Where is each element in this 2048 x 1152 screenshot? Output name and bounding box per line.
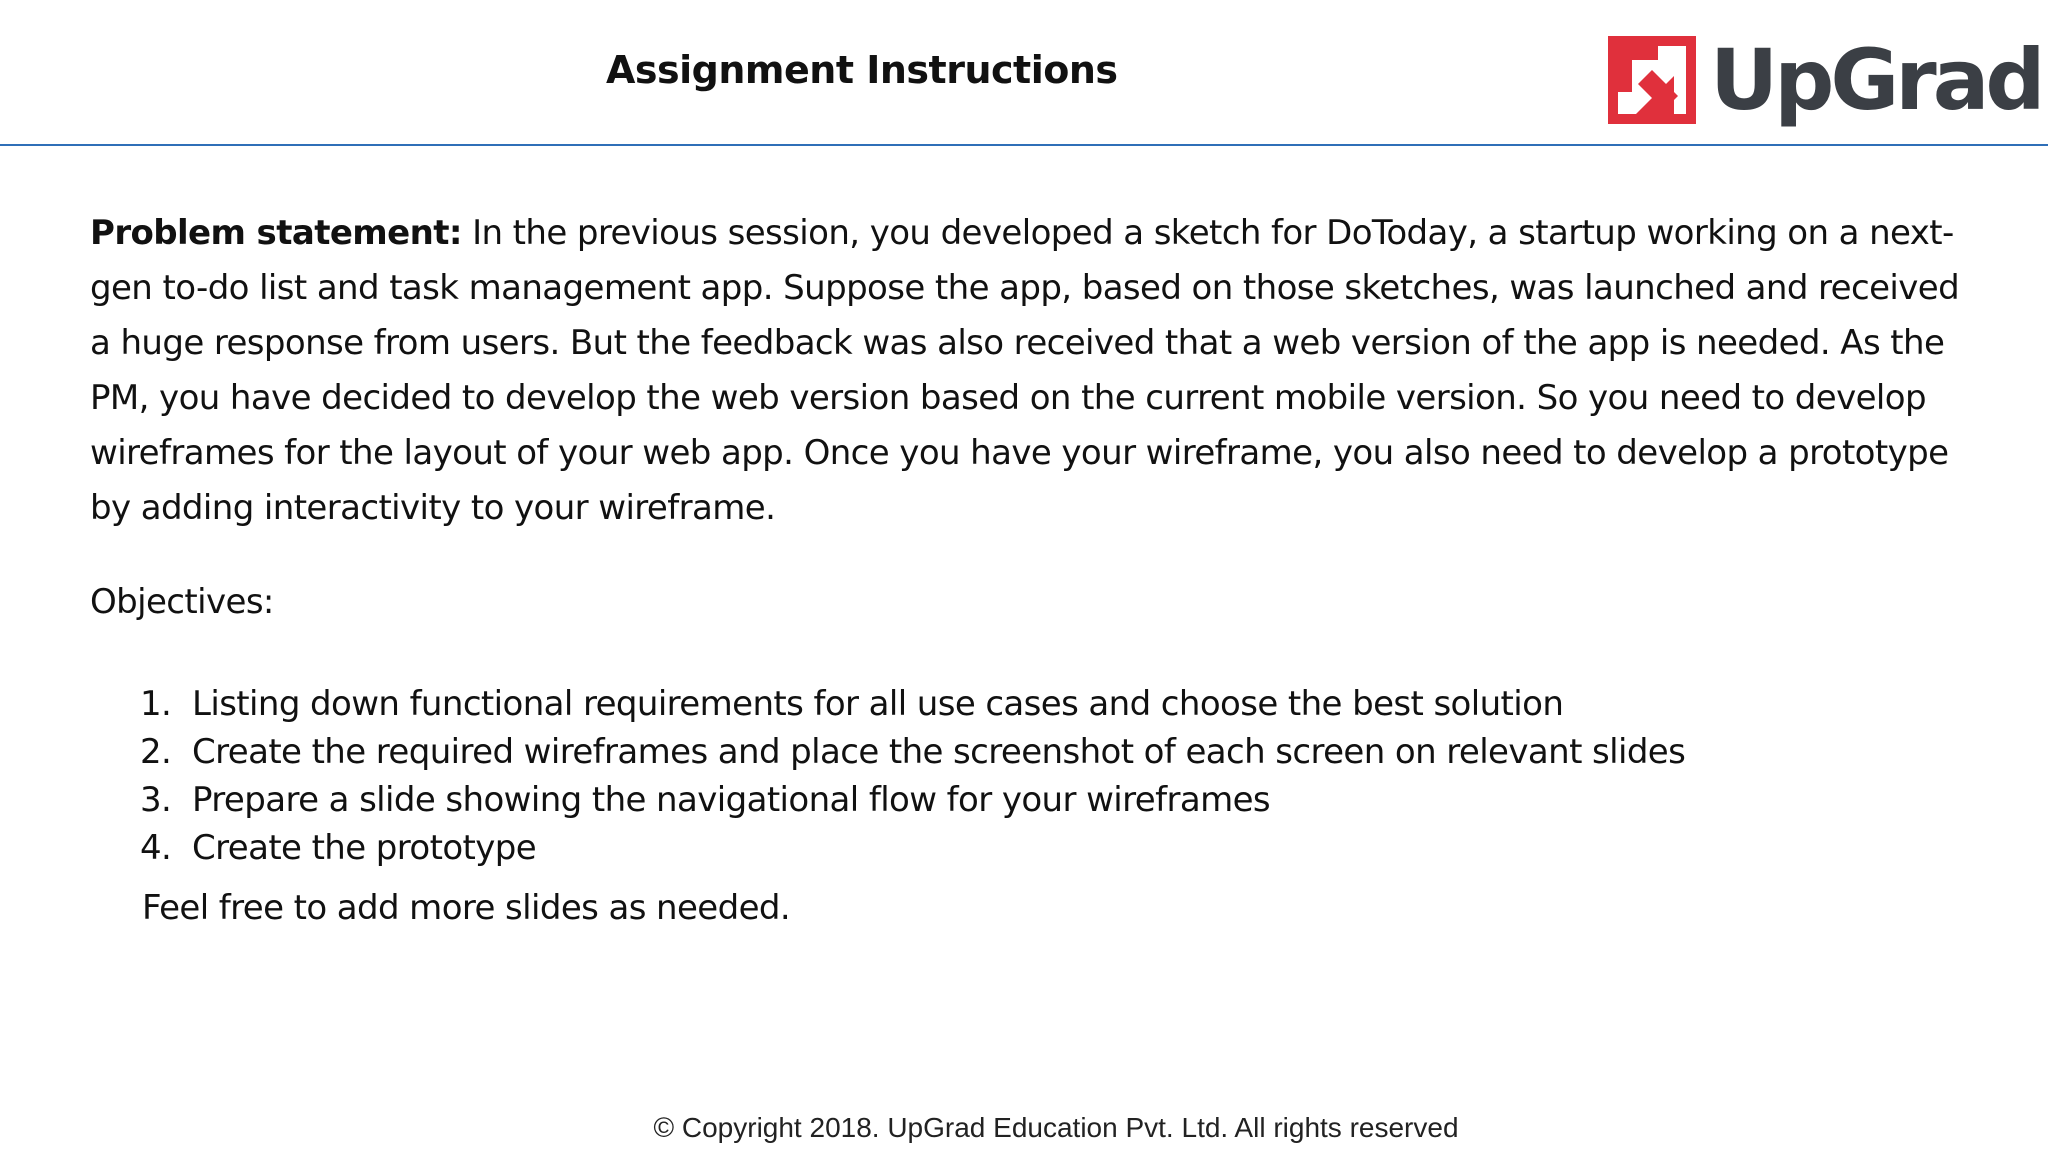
list-item-number: 2. bbox=[140, 732, 172, 772]
list-item-number: 3. bbox=[140, 780, 172, 820]
list-item-text: Create the required wireframes and place the screenshot of each screen on relevant slides bbox=[192, 732, 1686, 772]
list-item bbox=[140, 776, 1685, 824]
list-item-text: Prepare a slide showing the navigational flow for your wireframes bbox=[192, 780, 1271, 820]
list-item bbox=[140, 680, 1685, 728]
copyright-footer: © Copyright 2018. UpGrad Education Pvt. Ltd. All rights reserved bbox=[653, 1112, 1459, 1143]
problem-statement-label: Problem statement: bbox=[90, 213, 462, 253]
list-item-number: 1. bbox=[140, 684, 172, 724]
problem-statement bbox=[90, 206, 1980, 536]
list-item bbox=[140, 824, 1685, 872]
problem-statement-text: In the previous session, you developed a sketch for DoToday, a startup working on a next-gen to-do list and task management app. Suppose the app, based on those sketches, was launched and received a huge response from users. But the feedback was also received that a web version of the app is needed. As the PM, you have decided to develop the web version based on the current mobile version. So you need to develop wireframes for the layout of your web app. Once you have your wireframe, you also need to develop a prototype by adding interactivity to your wireframe. bbox=[90, 213, 1960, 528]
objectives-list bbox=[140, 680, 1685, 872]
list-item-text: Listing down functional requirements for all use cases and choose the best solution bbox=[192, 684, 1564, 724]
list-item-text: Create the prototype bbox=[192, 828, 537, 868]
upgrad-arrow-logo-icon bbox=[1608, 36, 1696, 124]
slide-header bbox=[0, 0, 2048, 146]
upgrad-logo bbox=[1608, 31, 2042, 129]
slides-note: Feel free to add more slides as needed. bbox=[142, 888, 791, 928]
objectives-heading: Objectives: bbox=[90, 582, 274, 622]
list-item-number: 4. bbox=[140, 828, 172, 868]
list-item bbox=[140, 728, 1685, 776]
header-divider bbox=[0, 144, 2048, 146]
logo-text: UpGrad bbox=[1710, 31, 2042, 129]
page-title: Assignment Instructions bbox=[606, 48, 1118, 92]
